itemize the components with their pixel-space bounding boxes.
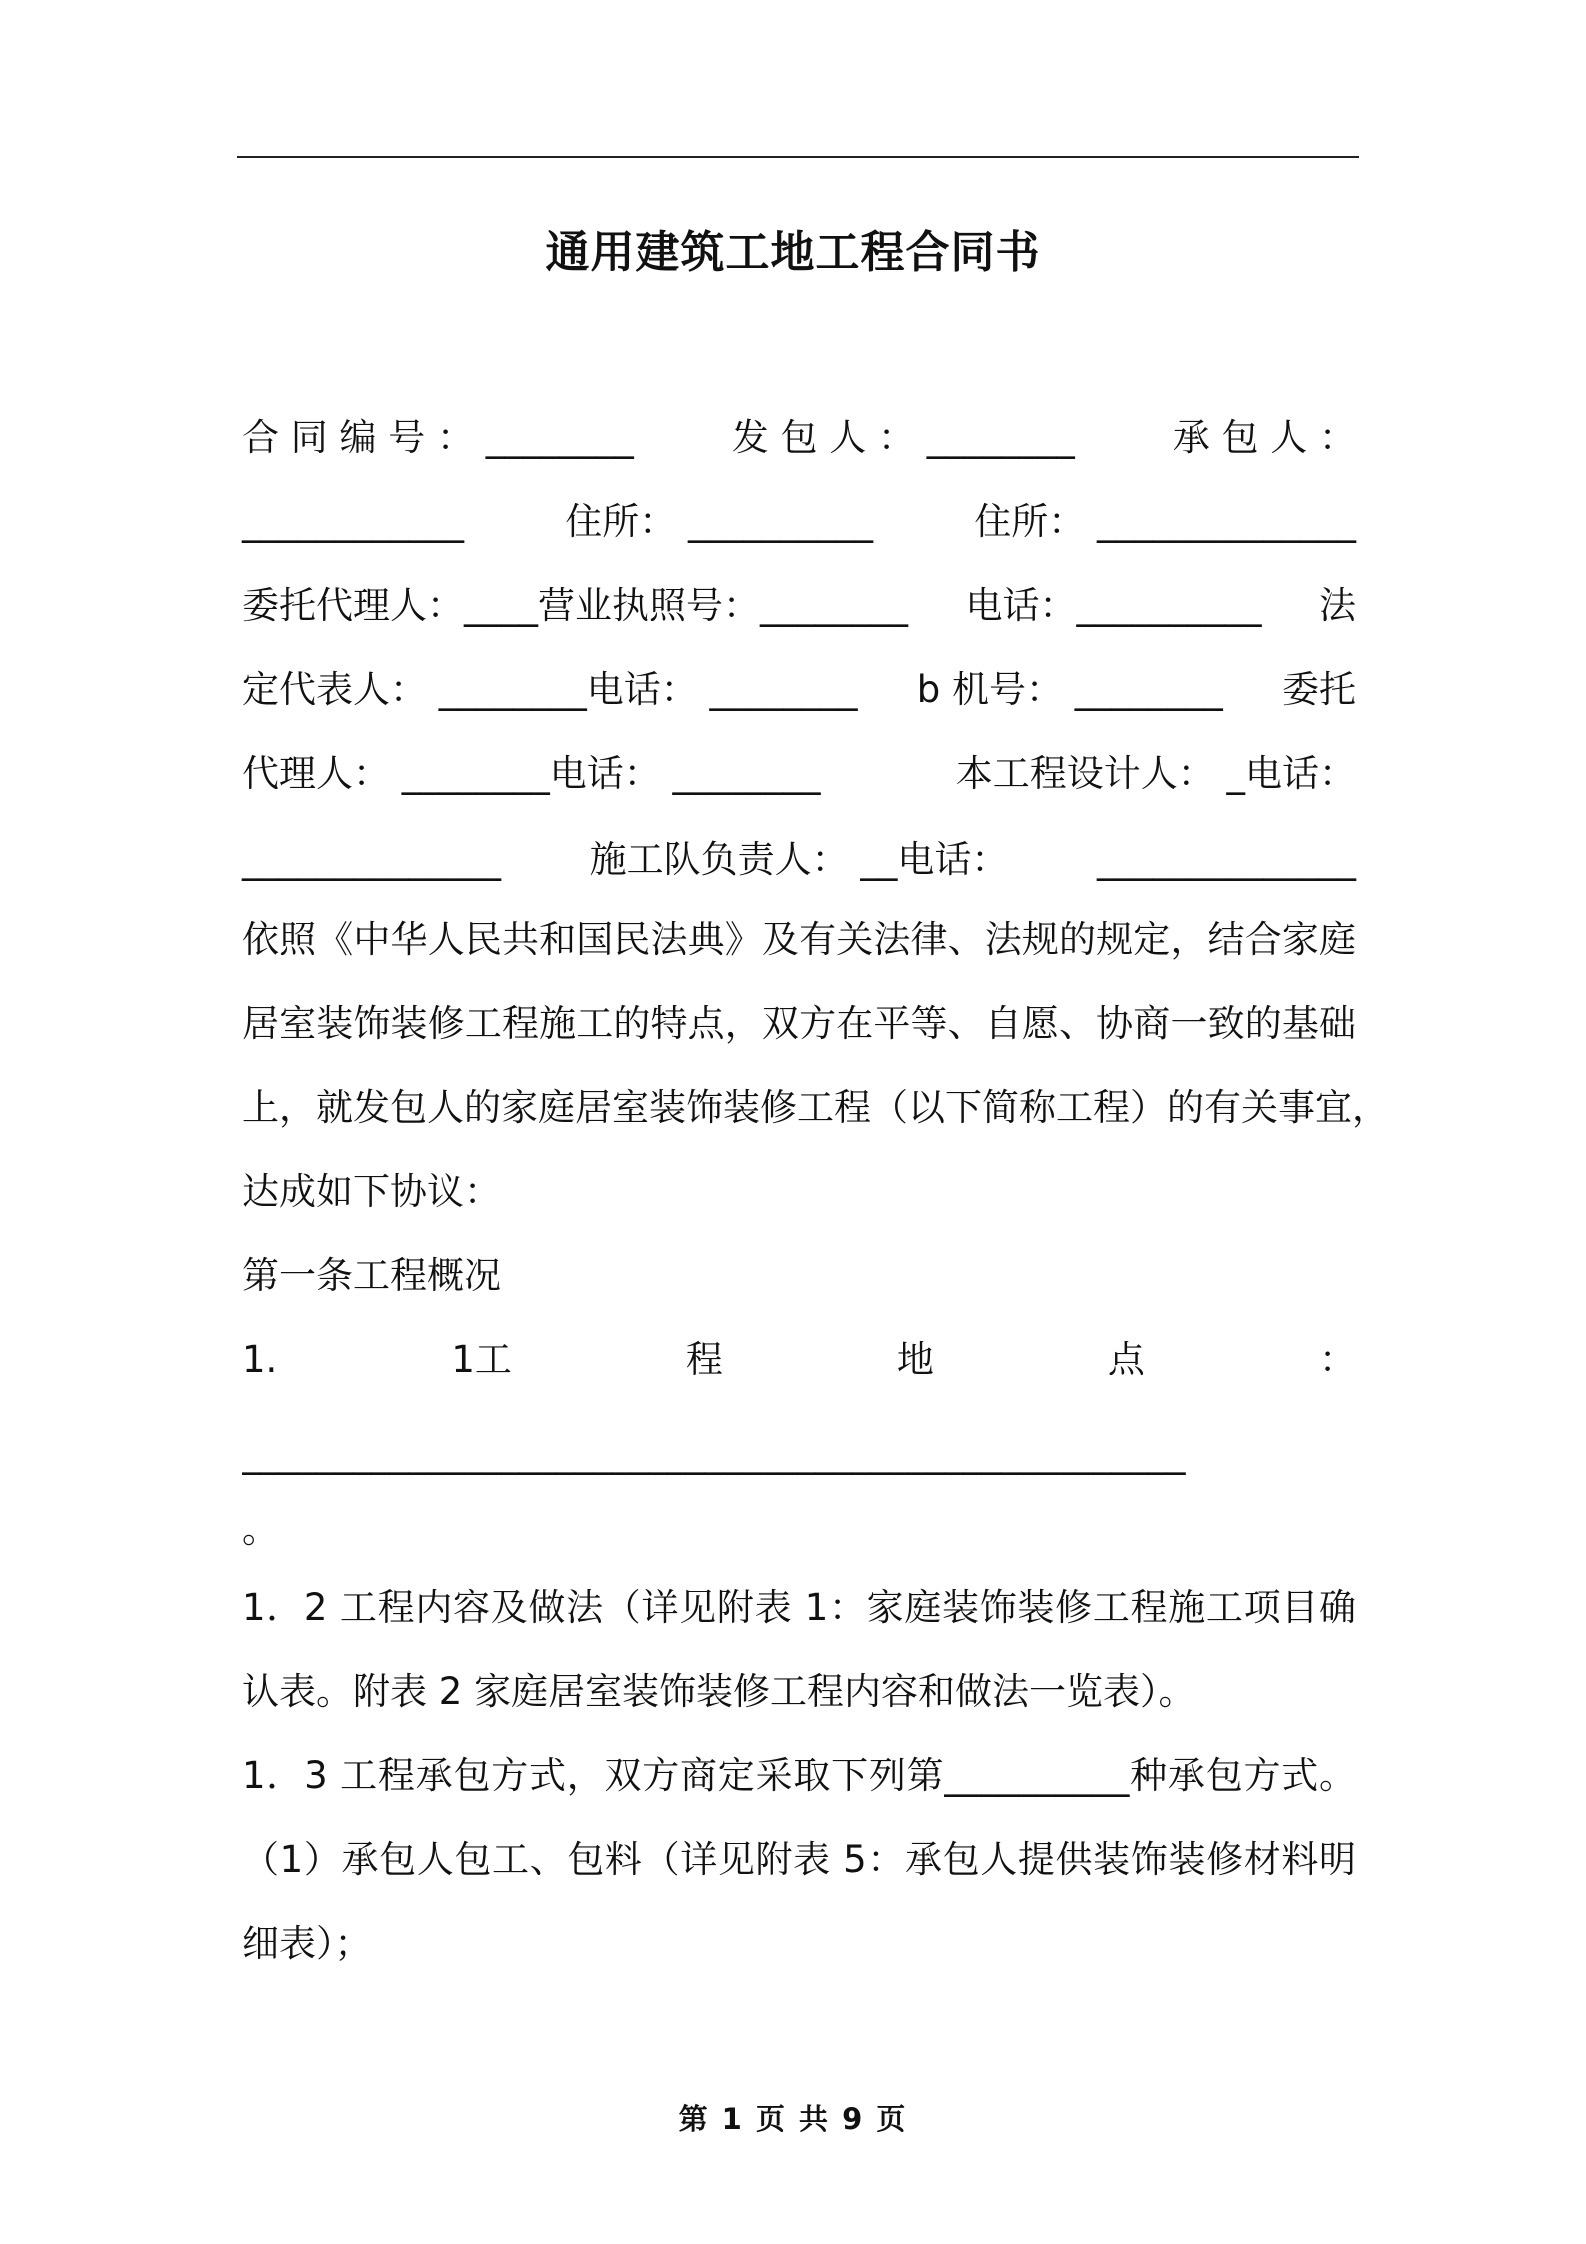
phone-field: 电话：__________ bbox=[965, 584, 1262, 627]
item-1-2-line: 1．2 工程内容及做法（详见附表 1：家庭装饰装修工程施工项目确 bbox=[242, 1586, 1356, 1629]
item-1-1-token: 点 bbox=[1107, 1338, 1145, 1381]
item-1-2-line: 认表。附表 2 家庭居室装饰装修工程内容和做法一览表）。 bbox=[242, 1670, 1196, 1713]
paragraph-line: 上，就发包人的家庭居室装饰装修工程（以下简称工程）的有关事宜， bbox=[242, 1086, 1389, 1129]
crew-leader-phone-field: 施工队负责人： __电话： bbox=[589, 838, 1009, 881]
designer-blank: ______________ bbox=[242, 838, 501, 881]
item-1-1-end: 。 bbox=[242, 1508, 279, 1551]
contractor-field: 承 包 人 ： bbox=[1172, 416, 1356, 459]
header-line-3 bbox=[242, 576, 1356, 636]
item-1-1-token: ： bbox=[1318, 1338, 1356, 1381]
item-1-3-line: 1．3 工程承包方式，双方商定采取下列第__________种承包方式。 bbox=[242, 1754, 1356, 1797]
header-line-6 bbox=[242, 830, 1356, 890]
item-1-1-token: 地 bbox=[896, 1338, 934, 1381]
option-1-line: 细表）； bbox=[242, 1922, 372, 1965]
item-1-1-line bbox=[242, 1330, 1356, 1390]
contractor-address-field: 住所： ______________ bbox=[974, 500, 1356, 543]
paragraph-line: 居室装饰装修工程施工的特点，双方在平等、自愿、协商一致的基础 bbox=[242, 1002, 1356, 1045]
item-1-1-blank: ___________________________________________________ bbox=[242, 1432, 1186, 1475]
agent-label-start: 委托 bbox=[1281, 668, 1356, 711]
header-line-2 bbox=[242, 492, 1356, 552]
header-line-1 bbox=[242, 408, 1356, 468]
legal-rep-label-start: 法 bbox=[1319, 584, 1356, 627]
article-1-heading: 第一条工程概况 bbox=[242, 1254, 501, 1297]
agent-phone-field: 代理人： ________电话： ________ bbox=[242, 752, 821, 795]
paragraph-line: 达成如下协议： bbox=[242, 1170, 501, 1213]
document-title: 通用建筑工地工程合同书 bbox=[545, 227, 1041, 278]
agent-license-field: 委托代理人：____营业执照号：________ bbox=[242, 584, 908, 627]
mobile-field: b 机号： ________ bbox=[916, 668, 1223, 711]
header-rule bbox=[237, 156, 1359, 158]
contractor-blank: ____________ bbox=[242, 500, 464, 543]
header-line-5 bbox=[242, 744, 1356, 804]
crew-leader-blank: ______________ bbox=[1096, 838, 1356, 881]
employer-field: 发 包 人 ： ________ bbox=[731, 416, 1075, 459]
item-1-1-token: 1工 bbox=[451, 1338, 512, 1381]
option-1-line: （1）承包人包工、包料（详见附表 5：承包人提供装饰装修材料明 bbox=[242, 1838, 1356, 1881]
item-1-1-token: 1. bbox=[242, 1338, 278, 1381]
header-line-4 bbox=[242, 660, 1356, 720]
legal-rep-phone-field: 定代表人： ________电话： ________ bbox=[242, 668, 858, 711]
employer-address-field: 住所： __________ bbox=[565, 500, 873, 543]
contract-number-field: 合 同 编 号 ： ________ bbox=[242, 416, 634, 459]
paragraph-line: 依照《中华人民共和国民法典》及有关法律、法规的规定，结合家庭 bbox=[242, 918, 1356, 961]
page-number-footer: 第 1 页 共 9 页 bbox=[678, 2102, 908, 2136]
item-1-1-token: 程 bbox=[685, 1338, 723, 1381]
designer-phone-field: 本工程设计人： _电话： bbox=[955, 752, 1356, 795]
